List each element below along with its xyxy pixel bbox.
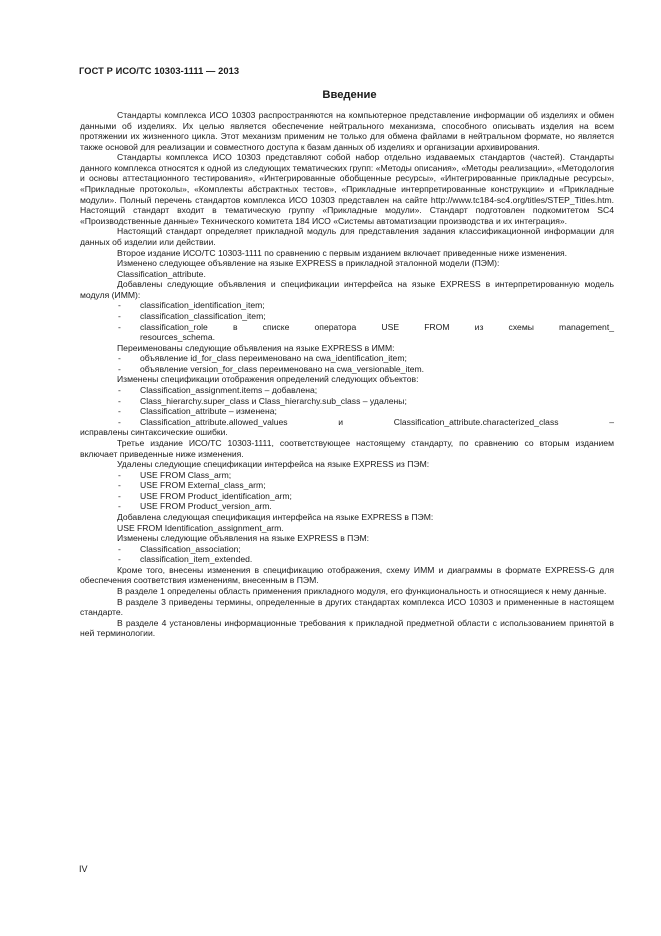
list-item	[80, 470, 614, 481]
paragraph: Изменено следующее объявление на языке EXPRESS в прикладной эталонной модели (ПЭМ):	[117, 258, 500, 269]
list-item-text: объявление version_for_class переименовано на cwa_versionable_item.	[140, 363, 425, 374]
paragraph: Удалены следующие спецификации интерфейса на языке EXPRESS из ПЭМ:	[117, 459, 430, 470]
list-item-text: classification_role в списке оператора USE FROM из схемы management_	[140, 321, 614, 332]
paragraph: Стандарты комплекса ИСО 10303 представляют собой набор отдельно издаваемых стандартов (частей). Стандарты данного комплекса относятся к одной из следующих тематических групп: «Методы описания», «Методы реализации», «Методология и основы аттестационного тестирования», «Интегрированные обобщенные ресурсы», «Интегрированные прикладные ресурсы», «Прикладные протоколы», «Комплекты абстрактных тестов», «Прикладные интерпретированные конструкции» и «Прикладные модули». Полный перечень стандартов комплекса ИСО 10303 представлен на сайте http://www.tc184-sc4.org/titles/STEP_Titles.htm. Настоящий стандарт входит в тематическую группу «Прикладные модули». Стандарт подготовлен подкомитетом SC4 «Производственные данные» Технического комитета 184 ИСО «Системы автоматизации производства и их интеграция».	[80, 152, 614, 226]
list-item	[80, 406, 614, 417]
bullet-dash: -	[118, 490, 121, 501]
bullet-dash: -	[118, 300, 121, 311]
list-item	[80, 364, 614, 375]
list-item-text: classification_identification_item;	[140, 300, 265, 311]
paragraph: Изменены спецификации отображения определений следующих объектов:	[117, 374, 419, 385]
list-item	[80, 396, 614, 407]
list-item	[80, 353, 614, 364]
list-item	[80, 385, 614, 396]
bullet-dash: -	[118, 543, 121, 554]
bullet-dash: -	[118, 501, 121, 512]
paragraph: В разделе 3 приведены термины, определенные в других стандартах комплекса ИСО 10303 и примененные в настоящем стандарте.	[80, 596, 614, 618]
bullet-dash: -	[118, 554, 121, 565]
paragraph: Переименованы следующие объявления на языке EXPRESS в ИММ:	[117, 342, 395, 353]
bullet-dash: -	[118, 406, 121, 417]
paragraph: Третье издание ИСО/ТС 10303-1111, соответствующее настоящему стандарту, по сравнению со вторым изданием включает приведенные ниже изменения.	[80, 437, 614, 459]
list-item	[80, 554, 614, 565]
paragraph: Добавлена следующая спецификация интерфейса на языке EXPRESS в ПЭМ:	[117, 511, 434, 522]
list-item	[80, 491, 614, 502]
bullet-dash: -	[118, 353, 121, 364]
list-item	[80, 480, 614, 491]
page-number: IV	[79, 864, 88, 874]
list-item-text: classification_classification_item;	[140, 310, 266, 321]
list-item-text: Classification_attribute.allowed_values и Classification_attribute.characterized_class –	[140, 416, 614, 427]
paragraph: Второе издание ИСО/ТС 10303-1111 по сравнению с первым изданием включает приведенные ниже изменения.	[117, 247, 568, 258]
list-item-text: Class_hierarchy.super_class и Class_hierarchy.sub_class – удалены;	[140, 395, 407, 406]
bullet-dash: -	[118, 480, 121, 491]
paragraph: Настоящий стандарт определяет прикладной модуль для представления задания классификационной информации для данных об изделии или действии.	[80, 226, 614, 247]
list-item-text: USE FROM Product_identification_arm;	[140, 490, 292, 501]
list-item-text: USE FROM Product_version_arm.	[140, 501, 272, 512]
bullet-dash: -	[118, 385, 121, 396]
list-item	[80, 501, 614, 512]
list-item-text: USE FROM Class_arm;	[140, 469, 232, 480]
list-item-text: объявление id_for_class переименовано на cwa_identification_item;	[140, 353, 407, 364]
paragraph: В разделе 1 определены область применения прикладного модуля, его функциональность и относящиеся к нему данные.	[117, 586, 607, 597]
bullet-dash: -	[118, 310, 121, 321]
bullet-dash: -	[118, 469, 121, 480]
section-title: Введение	[322, 89, 377, 101]
paragraph: В разделе 4 установлены информационные требования к прикладной предметной области с использованием принятой в ней терминологии.	[80, 617, 614, 639]
list-item-text: USE FROM External_class_arm;	[140, 480, 266, 491]
document-body	[80, 110, 614, 639]
list-item-text: classification_item_extended.	[140, 554, 253, 565]
list-item-text: Classification_attribute – изменена;	[140, 406, 277, 417]
list-item-continuation: resources_schema.	[140, 332, 215, 343]
paragraph: Стандарты комплекса ИСО 10303 распространяются на компьютерное представление информации об изделиях и обмен данными об изделиях. Их целью является обеспечение нейтрального механизма, способного описывать изделия на всем протяжении их жизненного цикла. Этот механизм применим не только для обмена файлами в нейтральном формате, но является также основой для реализации и совместного доступа к базам данных об изделиях и организации архивирования.	[80, 110, 614, 152]
bullet-dash: -	[118, 395, 121, 406]
list-item	[80, 417, 614, 428]
paragraph: Добавлены следующие объявления и спецификации интерфейса на языке EXPRESS в интерпретированную модель модуля (ИММ):	[80, 279, 614, 300]
list-item-text: Classification_association;	[140, 543, 241, 554]
bullet-dash: -	[118, 416, 121, 427]
indented-line: USE FROM Identification_assignment_arm.	[117, 522, 284, 533]
list-item-text: Classification_assignment.items – добавлена;	[140, 385, 318, 396]
document-header: ГОСТ Р ИСО/ТС 10303-1111 — 2013	[79, 66, 240, 76]
bullet-dash: -	[118, 321, 121, 332]
list-item	[80, 311, 614, 322]
list-item	[80, 544, 614, 555]
bullet-dash: -	[118, 363, 121, 374]
paragraph: Кроме того, внесены изменения в спецификацию отображения, схему ИММ и диаграммы в формате EXPRESS-G для обеспечения соответствия изменениям, внесенным в ПЭМ.	[80, 564, 614, 586]
paragraph: Изменены следующие объявления на языке EXPRESS в ПЭМ:	[117, 533, 370, 544]
list-item	[80, 322, 614, 333]
list-item	[80, 300, 614, 311]
indented-line: Classification_attribute.	[117, 268, 206, 279]
list-item-continuation: исправлены синтаксические ошибки.	[80, 427, 228, 438]
